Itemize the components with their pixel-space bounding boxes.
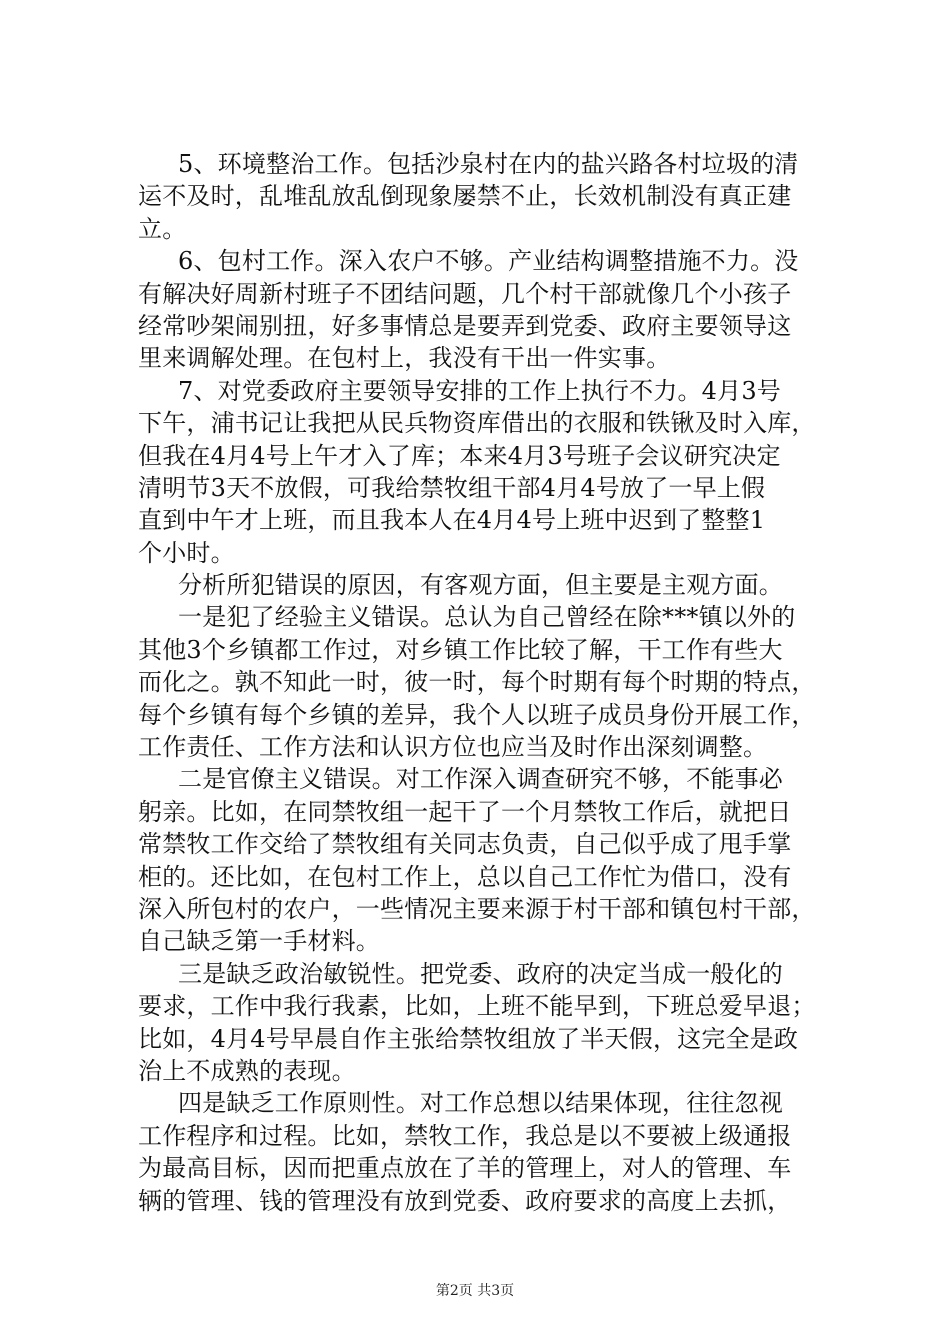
text-line: 其他3个乡镇都工作过，对乡镇工作比较了解，干工作有些大 [138, 635, 783, 664]
text-line: 常禁牧工作交给了禁牧组有关同志负责，自己似乎成了甩手掌 [138, 830, 792, 859]
text-line: 立。 [138, 214, 187, 243]
text-line: 直到中午才上班，而且我本人在4月4号上班中迟到了整整1 [138, 506, 766, 535]
document-body [138, 148, 838, 1217]
text-line: 7、对党委政府主要领导安排的工作上执行不力。4月3号 [178, 376, 782, 405]
text-line: 比如，4月4号早晨自作主张给禁牧组放了半天假，这完全是政 [138, 1024, 799, 1053]
text-line: 辆的管理、钱的管理没有放到党委、政府要求的高度上去抓， [138, 1186, 792, 1215]
text-line: 6、包村工作。深入农户不够。产业结构调整措施不力。没 [178, 247, 799, 276]
text-line: 要求，工作中我行我素，比如，上班不能早到，下班总爱早退； [138, 992, 816, 1021]
text-line: 有解决好周新村班子不团结问题，几个村干部就像几个小孩子 [138, 279, 792, 308]
text-line: 但我在4月4号上午才入了库；本来4月3号班子会议研究决定 [138, 441, 781, 470]
text-line: 一是犯了经验主义错误。总认为自己曾经在除***镇以外的 [178, 603, 796, 632]
text-line: 为最高目标，因而把重点放在了羊的管理上，对人的管理、车 [138, 1154, 792, 1183]
text-line: 个小时。 [138, 538, 235, 567]
text-line: 柜的。还比如，在包村工作上，总以自己工作忙为借口，没有 [138, 862, 792, 891]
text-line: 四是缺乏工作原则性。对工作总想以结果体现，往往忽视 [178, 1089, 783, 1118]
text-line: 三是缺乏政治敏锐性。把党委、政府的决定当成一般化的 [178, 959, 783, 988]
text-line: 深入所包村的农户，一些情况主要来源于村干部和镇包村干部， [138, 894, 816, 923]
text-line: 自己缺乏第一手材料。 [138, 927, 380, 956]
text-line: 里来调解处理。在包村上，我没有干出一件实事。 [138, 344, 671, 373]
text-line: 治上不成熟的表现。 [138, 1056, 356, 1085]
text-line: 下午，浦书记让我把从民兵物资库借出的衣服和铁锹及时入库， [138, 409, 816, 438]
text-line: 二是官僚主义错误。对工作深入调查研究不够，不能事必 [178, 765, 783, 794]
text-line: 躬亲。比如，在同禁牧组一起干了一个月禁牧工作后，就把日 [138, 797, 792, 826]
text-line: 分析所犯错误的原因，有客观方面，但主要是主观方面。 [178, 571, 783, 600]
text-line: 运不及时，乱堆乱放乱倒现象屡禁不止，长效机制没有真正建 [138, 182, 792, 211]
text-line: 清明节3天不放假，可我给禁牧组干部4月4号放了一早上假 [138, 473, 766, 502]
text-line: 工作程序和过程。比如，禁牧工作，我总是以不要被上级通报 [138, 1121, 792, 1150]
text-line: 而化之。孰不知此一时，彼一时，每个时期有每个时期的特点， [138, 668, 816, 697]
text-line: 5、环境整治工作。包括沙泉村在内的盐兴路各村垃圾的清 [178, 150, 799, 178]
text-line: 工作责任、工作方法和认识方位也应当及时作出深刻调整。 [138, 733, 768, 762]
page-number-footer: 第2页 共3页 [435, 1283, 515, 1299]
text-line: 经常吵架闹别扭，好多事情总是要弄到党委、政府主要领导这 [138, 311, 792, 340]
text-line: 每个乡镇有每个乡镇的差异，我个人以班子成员身份开展工作， [138, 700, 816, 729]
